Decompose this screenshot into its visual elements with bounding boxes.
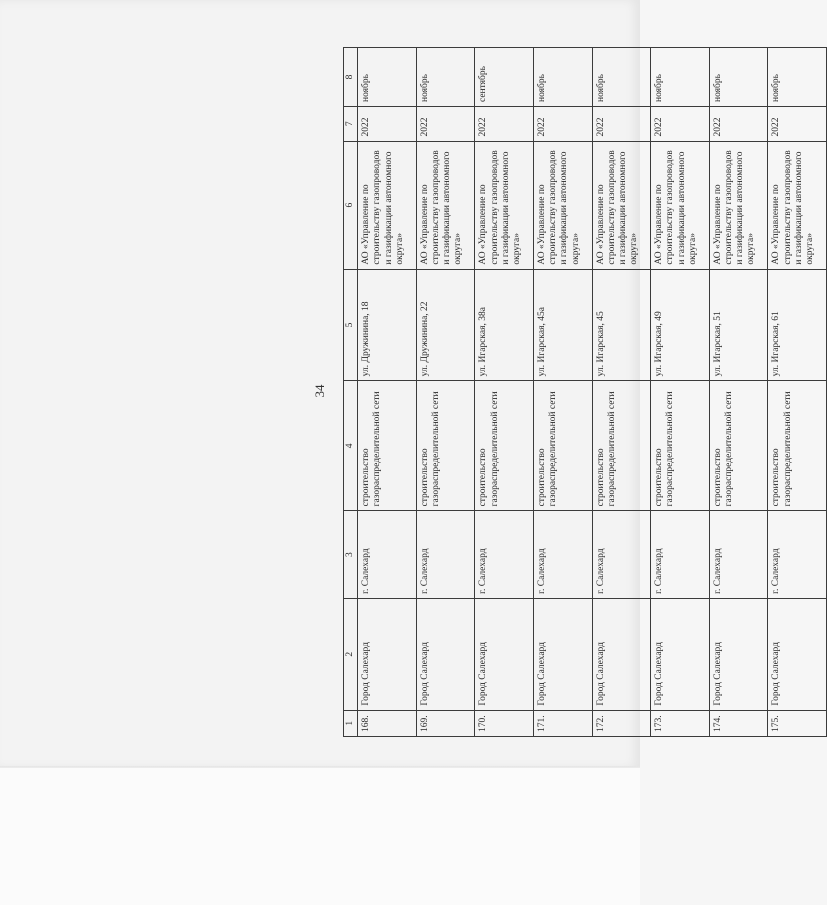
address-cell: ул. Игарская, 38а — [475, 269, 534, 381]
header-cell: 3 — [344, 511, 358, 598]
executor-cell: АО «Управление по строительству газопроводов и газификации автономного округа» — [768, 141, 827, 269]
year-cell: 2022 — [533, 107, 592, 142]
table-row — [709, 48, 768, 737]
address-cell: ул. Игарская, 45 — [592, 269, 651, 381]
year-cell: 2022 — [592, 107, 651, 142]
header-cell: 7 — [344, 107, 358, 142]
header-cell: 6 — [344, 141, 358, 269]
row-number-cell: 170. — [475, 710, 534, 736]
year-cell: 2022 — [768, 107, 827, 142]
municipality-cell: Город Салехард — [475, 598, 534, 710]
month-cell: сентябрь — [475, 48, 534, 107]
header-row — [344, 48, 358, 737]
month-cell: ноябрь — [416, 48, 475, 107]
header-cell: 4 — [344, 381, 358, 511]
month-cell: ноябрь — [768, 48, 827, 107]
gasification-table — [343, 47, 827, 737]
address-cell: ул. Дружинина, 18 — [358, 269, 417, 381]
row-number-cell: 175. — [768, 710, 827, 736]
work-type-cell: строительство газораспределительной сети — [709, 381, 768, 511]
row-number-cell: 171. — [533, 710, 592, 736]
municipality-cell: Город Салехард — [768, 598, 827, 710]
year-cell: 2022 — [651, 107, 710, 142]
year-cell: 2022 — [358, 107, 417, 142]
municipality-cell: Город Салехард — [358, 598, 417, 710]
row-number-cell: 173. — [651, 710, 710, 736]
header-cell: 2 — [344, 598, 358, 710]
work-type-cell: строительство газораспределительной сети — [592, 381, 651, 511]
work-type-cell: строительство газораспределительной сети — [768, 381, 827, 511]
rotated-table-wrapper — [343, 47, 827, 737]
work-type-cell: строительство газораспределительной сети — [358, 381, 417, 511]
executor-cell: АО «Управление по строительству газопроводов и газификации автономного округа» — [651, 141, 710, 269]
table-row — [416, 48, 475, 737]
work-type-cell: строительство газораспределительной сети — [416, 381, 475, 511]
year-cell: 2022 — [416, 107, 475, 142]
year-cell: 2022 — [709, 107, 768, 142]
page-margin — [0, 768, 640, 905]
table-row — [533, 48, 592, 737]
settlement-cell: г. Салехард — [533, 511, 592, 598]
work-type-cell: строительство газораспределительной сети — [651, 381, 710, 511]
table-row — [475, 48, 534, 737]
work-type-cell: строительство газораспределительной сети — [533, 381, 592, 511]
header-cell: 1 — [344, 710, 358, 736]
table-row — [768, 48, 827, 737]
executor-cell: АО «Управление по строительству газопроводов и газификации автономного округа» — [592, 141, 651, 269]
table-row — [592, 48, 651, 737]
header-cell: 8 — [344, 48, 358, 107]
work-type-cell: строительство газораспределительной сети — [475, 381, 534, 511]
table-row — [358, 48, 417, 737]
address-cell: ул. Дружинина, 22 — [416, 269, 475, 381]
executor-cell: АО «Управление по строительству газопроводов и газификации автономного округа» — [709, 141, 768, 269]
row-number-cell: 172. — [592, 710, 651, 736]
row-number-cell: 168. — [358, 710, 417, 736]
row-number-cell: 169. — [416, 710, 475, 736]
settlement-cell: г. Салехард — [592, 511, 651, 598]
header-cell: 5 — [344, 269, 358, 381]
executor-cell: АО «Управление по строительству газопроводов и газификации автономного округа» — [416, 141, 475, 269]
table-row — [651, 48, 710, 737]
municipality-cell: Город Салехард — [592, 598, 651, 710]
year-cell: 2022 — [475, 107, 534, 142]
municipality-cell: Город Салехард — [416, 598, 475, 710]
settlement-cell: г. Салехард — [416, 511, 475, 598]
row-number-cell: 174. — [709, 710, 768, 736]
municipality-cell: Город Салехард — [651, 598, 710, 710]
settlement-cell: г. Салехард — [651, 511, 710, 598]
settlement-cell: г. Салехард — [475, 511, 534, 598]
executor-cell: АО «Управление по строительству газопроводов и газификации автономного округа» — [475, 141, 534, 269]
month-cell: ноябрь — [592, 48, 651, 107]
settlement-cell: г. Салехард — [768, 511, 827, 598]
executor-cell: АО «Управление по строительству газопроводов и газификации автономного округа» — [533, 141, 592, 269]
settlement-cell: г. Салехард — [709, 511, 768, 598]
page-number: 34 — [312, 384, 327, 398]
address-cell: ул. Игарская, 51 — [709, 269, 768, 381]
month-cell: ноябрь — [533, 48, 592, 107]
municipality-cell: Город Салехард — [533, 598, 592, 710]
municipality-cell: Город Салехард — [709, 598, 768, 710]
executor-cell: АО «Управление по строительству газопроводов и газификации автономного округа» — [358, 141, 417, 269]
address-cell: ул. Игарская, 61 — [768, 269, 827, 381]
settlement-cell: г. Салехард — [358, 511, 417, 598]
month-cell: ноябрь — [651, 48, 710, 107]
month-cell: ноябрь — [709, 48, 768, 107]
address-cell: ул. Игарская, 49 — [651, 269, 710, 381]
address-cell: ул. Игарская, 45а — [533, 269, 592, 381]
month-cell: ноябрь — [358, 48, 417, 107]
